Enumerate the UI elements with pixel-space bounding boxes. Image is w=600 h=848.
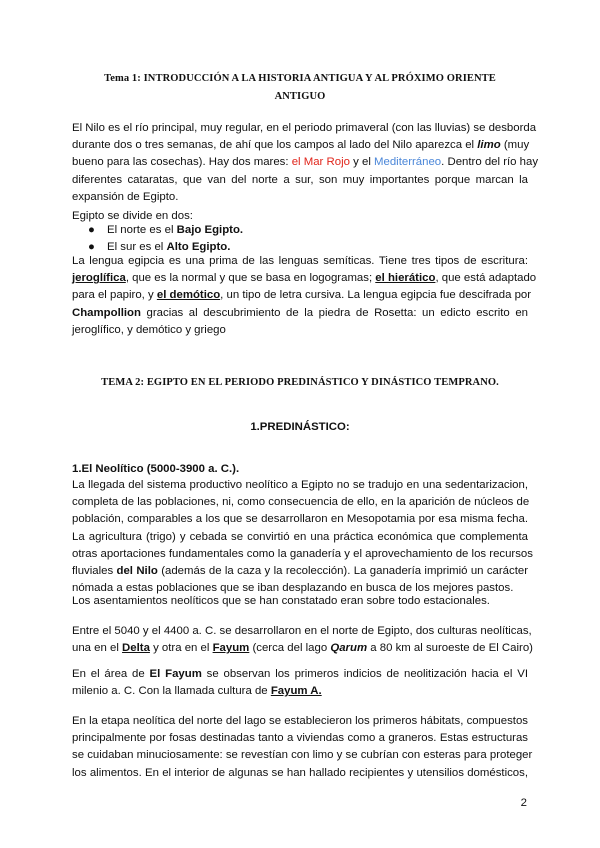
tema2-paragraph-5: [72, 713, 533, 782]
text-line: La llegada del sistema productivo neolítico a Egipto no se tradujo en una sedentarizacion,: [72, 479, 528, 491]
divide-list: [72, 222, 528, 255]
text-line: jeroglífico, y demótico y griego: [72, 323, 226, 336]
tema2-paragraph-2: Los asentamientos neolíticos que se han constatado eran sobre todo estacionales.: [72, 595, 490, 607]
text-line: El Nilo es el río principal, muy regular, en el periodo primaveral (con las lluvias) se desborda: [72, 122, 537, 134]
text-line: milenio a. C. Con la llamada cultura de Fayum A.: [72, 685, 322, 698]
text-line: La lengua egipcia es una prima de las lenguas semíticas. Tiene tres tipos de escritura:: [72, 255, 528, 267]
text-line: población, comparables a los que se desarrollaron en Mesopotamia por esa misma fecha.: [72, 513, 528, 526]
tema2-paragraph-3: [72, 623, 533, 657]
text-line: durante dos o tres semanas, de ahí que los campos al lado del Nilo aparezca el limo (muy: [72, 139, 530, 152]
term-del-nilo: del Nilo: [116, 565, 158, 578]
term-fayum-a: Fayum A.: [270, 685, 322, 698]
tema2-paragraph-4: [72, 666, 528, 700]
divide-intro: Egipto se divide en dos:: [72, 210, 193, 222]
text-line: los alimentos. En el interior de algunas se han hallado recipientes y utensilios domésticos,: [72, 766, 528, 779]
section-heading-predinastico: 1.PREDINÁSTICO:: [250, 421, 350, 433]
term-delta: Delta: [122, 642, 150, 655]
mar-rojo-text: el Mar Rojo: [291, 156, 350, 169]
term-jeroglifica: jeroglífica: [72, 272, 126, 285]
list-item: ● El sur es el Alto Egipto.: [72, 239, 528, 256]
term-fayum: Fayum: [212, 642, 250, 655]
bullet-icon: ●: [88, 240, 95, 253]
term-hieratico: el hierático: [375, 272, 436, 285]
tema1-title-line1: Tema 1: INTRODUCCIÓN A LA HISTORIA ANTIGUA Y AL PRÓXIMO ORIENTE: [104, 73, 496, 84]
term-champollion: Champollion: [72, 306, 141, 319]
text-line: principalmente por fosas destinadas tanto a viviendas como a graneros. Estas estructuras: [72, 732, 528, 745]
subsection-heading-neolitico: 1.El Neolítico (5000-3900 a. C.).: [72, 463, 240, 475]
text-line: otras aportaciones fundamentales como la ganadería y el aprovechamiento de los recursos: [72, 547, 533, 560]
tema1-paragraph-1: [72, 120, 539, 206]
text-line: para el papiro, y el demótico, un tipo de letra cursiva. La lengua egipcia fue descifrada por: [72, 289, 532, 302]
tema2-paragraph-1: [72, 477, 533, 597]
text-line: Champollion gracias al descubrimiento de la piedra de Rosetta: un edicto escrito en: [72, 306, 528, 319]
text-line: expansión de Egipto.: [72, 190, 179, 203]
text-line: diferentes cataratas, que van del norte a sur, son muy importantes porque marcan la: [72, 173, 528, 186]
text-line: completa de las poblaciones, ni, como consecuencia de ello, en la aparición de núcleos de: [72, 496, 530, 509]
text-line: En la etapa neolítica del norte del lago se establecieron los primeros hábitats, compuestos: [72, 715, 528, 727]
text-line: nómada a estas poblaciones que se iban desplazando en busca de los mejores pastos.: [72, 582, 514, 595]
tema2-title: TEMA 2: EGIPTO EN EL PERIODO PREDINÁSTICO Y DINÁSTICO TEMPRANO.: [101, 377, 499, 388]
tema1-title-line2: ANTIGUO: [274, 91, 326, 102]
text-line: jeroglífica, que es la normal y que se basa en logogramas; el hierático, que está adaptado: [72, 272, 537, 285]
mediterraneo-text: Mediterráneo: [374, 156, 442, 169]
term-qarum: Qarum: [330, 642, 368, 655]
text-line: La agricultura (trigo) y cebada se convirtió en una práctica económica que complementa: [72, 530, 528, 543]
text-line: una en el Delta y otra en el Fayum (cerca del lago Qarum a 80 km al suroeste de El Cairo): [72, 642, 533, 655]
page-number: 2: [520, 797, 527, 809]
tema1-paragraph-2: [72, 253, 537, 339]
bullet-icon: ●: [88, 224, 95, 236]
term-limo: limo: [477, 139, 501, 152]
text-line: Entre el 5040 y el 4400 a. C. se desarrollaron en el norte de Egipto, dos culturas neolíticas,: [72, 625, 532, 637]
text-line: bueno para las cosechas). Hay dos mares: el Mar Rojo y el Mediterráneo. Dentro del río hay: [72, 156, 539, 169]
text-line: fluviales del Nilo (además de la caza y la recolección). La ganadería imprimió un carácter: [72, 565, 528, 578]
text-line: se cuidaban minuciosamente: se revestían con limo y se cubrían con esteras para proteger: [72, 749, 533, 762]
text-line: En el área de El Fayum se observan los primeros indicios de neolitización hacia el VI: [72, 668, 528, 680]
term-demotico: el demótico: [156, 289, 221, 302]
term-el-fayum: El Fayum: [149, 668, 202, 680]
list-item: ● El norte es el Bajo Egipto.: [72, 222, 528, 239]
